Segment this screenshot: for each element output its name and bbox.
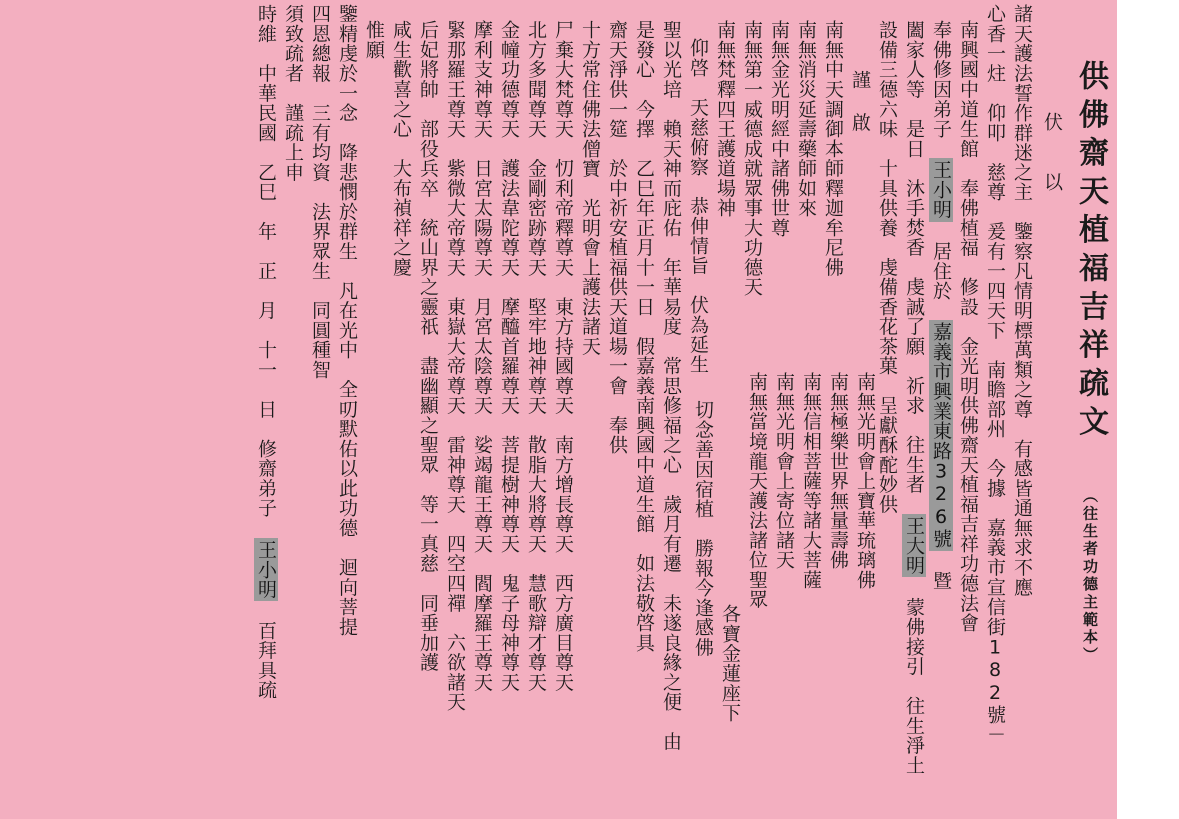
text-line-36: 切念善因宿植 勝報今逢感佛 (692, 400, 714, 657)
text-line-21: 摩利支神尊天 日宮太陽尊天 月宮太陰尊天 娑竭龍王尊天 閻摩羅王尊天 (471, 20, 493, 692)
text-line-22: 緊那羅王尊天 紫微大帝尊天 東嶽大帝尊天 雷神尊天 四空四禪 六欲諸天 (444, 20, 466, 712)
text-line-4-pre: 奉佛修因弟子 (930, 20, 952, 159)
text-column-24 (383, 4, 410, 277)
text-column-25 (356, 4, 383, 60)
text-line-12: 南無梵釋四王護道場神 (714, 20, 736, 218)
text-line-31: 南無極樂世界無量壽佛 (827, 372, 849, 570)
text-column-21 (464, 4, 491, 692)
text-line-15: 是發心 今擇 乙巳年正月十一日 假嘉義南興國中道生館 如法敬啓具 (633, 20, 655, 653)
text-line-3: 南興國中道生館 奉佛植福 修設 金光明供佛齋天植福吉祥功德法會 (957, 20, 979, 633)
text-line-25: 惟願 (363, 20, 385, 60)
text-column-28 (275, 4, 302, 182)
signature-pre: 時維 中華民國 乙巳 年 正 月 十一 日 修齋弟子 (255, 4, 277, 538)
text-line-5-post: 蒙佛接引 往生淨土 (903, 577, 925, 775)
text-line-11: 南無第一威德成就眾事大功德天 (741, 20, 763, 297)
text-line-13: 仰啓 天慈俯察 恭伸情旨 伏為延生 (687, 38, 709, 374)
text-column-3 (950, 4, 977, 633)
text-line-20: 金幢功德尊天 護法韋陀尊天 摩醯首羅尊天 菩提樹神尊天 鬼子母神尊天 (498, 20, 520, 692)
text-line-4-post: 暨 (930, 550, 952, 591)
text-line-8: 南無中天調御本師釋迦牟尼佛 (822, 20, 844, 277)
text-line-16: 齋天淨供一筵 於中祈安植福供天道場一會 奉供 (606, 20, 628, 455)
text-column-30 (847, 372, 874, 589)
text-column-22 (437, 4, 464, 712)
right-margin-strip (1117, 0, 1179, 819)
document-title-column (1061, 4, 1108, 665)
page-title: 供佛齋天植福吉祥疏文 (1073, 60, 1108, 444)
text-column-31 (820, 372, 847, 570)
text-line-32: 南無信相菩薩等諸大菩薩 (800, 372, 822, 590)
text-line-33: 南無光明會上寄位諸天 (773, 372, 795, 570)
text-column-20 (491, 4, 518, 692)
text-line-18: 尸棄大梵尊天 忉利帝釋尊天 東方持國尊天 南方增長尊天 西方廣目尊天 (552, 20, 574, 692)
text-line-1: 諸天護法誓作群迷之主 鑒察凡情明標萬類之尊 有感皆通無求不應 (1011, 4, 1033, 597)
text-line-6: 設備三德六味 十具供養 虔備香花茶菓 呈獻酥酡妙供 (876, 20, 898, 514)
text-column-9 (788, 4, 815, 218)
text-column-7 (842, 4, 869, 132)
text-column-27 (302, 4, 329, 379)
disciple-name: 王小明 (255, 539, 277, 599)
text-column-11 (734, 4, 761, 297)
residence-address: 嘉義市興業東路326號 (930, 322, 952, 549)
text-line-23: 后妃將帥 部役兵卒 統山界之靈祇 盡幽顯之聖眾 等一真慈 同垂加護 (417, 20, 439, 673)
text-column-4 (923, 4, 950, 590)
intro-label-column (1031, 4, 1061, 201)
text-line-30: 南無光明會上寶華琉璃佛 (854, 372, 876, 590)
text-column-2 (977, 4, 1004, 744)
text-column-36 (685, 372, 712, 657)
text-column-17 (572, 4, 599, 356)
text-column-18 (545, 4, 572, 692)
text-line-35: 各寶金蓮座下 (719, 604, 741, 723)
text-column-10 (761, 4, 788, 237)
sponsor-name: 王小明 (930, 160, 952, 220)
text-column-5 (896, 4, 923, 775)
text-line-24: 咸生歡喜之心 大布禎祥之慶 (390, 20, 412, 277)
text-column-34 (739, 372, 766, 609)
text-column-19 (518, 4, 545, 692)
text-line-5-pre: 闔家人等 是日 沐手焚香 虔誠了願 祈求 往生者 (903, 20, 925, 514)
lower-invocation-block (614, 372, 874, 802)
text-line-2: 心香一炷 仰叩 慈尊 爰有一四天下 南瞻部州 今據 嘉義市宣信街182號－ (984, 4, 1006, 745)
signature-post: 百拜具疏 (255, 600, 277, 700)
text-line-17: 十方常住佛法僧寶 光明會上護法諸天 (579, 20, 601, 356)
text-column-12 (707, 4, 734, 218)
text-line-7: 謹 啟 (849, 70, 871, 133)
intro-label: 伏 以 (1041, 112, 1063, 201)
text-column-29 (248, 4, 275, 700)
text-column-13 (680, 4, 707, 374)
text-line-26: 鑒精虔於一念 降悲憫於群生 凡在光中 全叨默佑以此功德 迴向菩提 (336, 4, 358, 637)
text-column-23 (410, 4, 437, 672)
text-column-1 (1004, 4, 1031, 597)
text-column-33 (766, 372, 793, 570)
text-column-8 (815, 4, 842, 277)
text-line-28: 須致疏者 謹疏上申 (282, 4, 304, 182)
text-line-34: 南無當境龍天護法諸位聖眾 (746, 372, 768, 610)
text-line-19: 北方多聞尊天 金剛密跡尊天 堅牢地神尊天 散脂大將尊天 慧歌辯才尊天 (525, 20, 547, 692)
text-column-32 (793, 372, 820, 589)
text-column-35 (712, 372, 739, 723)
deceased-name: 王大明 (903, 516, 925, 576)
text-line-10: 南無金光明經中諸佛世尊 (768, 20, 790, 238)
text-column-26 (329, 4, 356, 636)
text-line-14: 聖以光培 賴天神而庇佑 年華易度 常思修福之心 歲月有遷 未遂良緣之便 由 (660, 20, 682, 752)
text-line-9: 南無消災延壽藥師如來 (795, 20, 817, 218)
title-note: （往生者功德主範本） (1081, 487, 1099, 665)
text-line-4-mid: 居住於 (930, 221, 952, 321)
text-line-27: 四恩總報 三有均資 法界眾生 同圓種智 (309, 4, 331, 380)
